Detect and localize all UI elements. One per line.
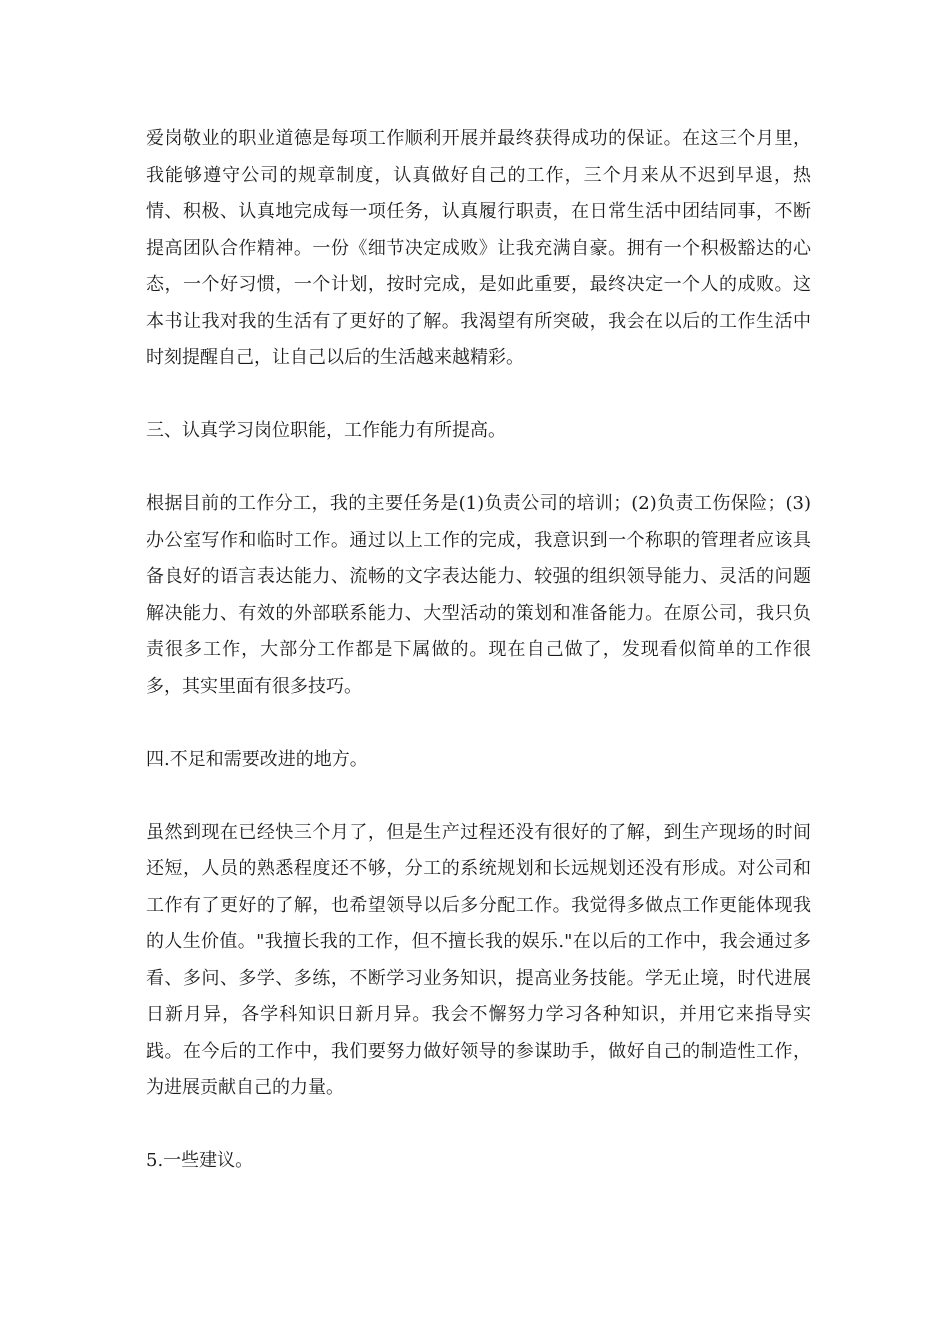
section-heading-three: 三、认真学习岗位职能，工作能力有所提高。 — [146, 420, 506, 441]
paragraph-shortcomings: 虽然到现在已经快三个月了，但是生产过程还没有很好的了解，到生产现场的时间还短，人员的熟悉程度还不够，分工的系统规划和长远规划还没有形成。对公司和工作有了更好的了解，也希望领导以后多分配工作。我觉得多做点工作更能体现我的人生价值。"我擅长我的工作，但不擅长我的娱乐."在以后的工作中，我会通过多看、多问、多学、多练，不断学习业务知识，提高业务技能。学无止境，时代进展日新月异，各学科知识日新月异。我会不懈努力学习各种知识，并用它来指导实践。在今后的工作中，我们要努力做好领导的参谋助手，做好自己的制造性工作，为进展贡献自己的力量。 — [146, 821, 811, 1098]
document-body — [146, 121, 811, 1216]
paragraph-job-duties: 根据目前的工作分工，我的主要任务是(1)负责公司的培训；(2)负责工伤保险；(3)办公室写作和临时工作。通过以上工作的完成，我意识到一个称职的管理者应该具备良好的语言表达能力、流畅的文字表达能力、较强的组织领导能力、灵活的问题解决能力、有效的外部联系能力、大型活动的策划和准备能力。在原公司，我只负责很多工作，大部分工作都是下属做的。现在自己做了，发现看似简单的工作很多，其实里面有很多技巧。 — [146, 493, 811, 697]
section-heading-five: 5.一些建议。 — [146, 1150, 254, 1171]
paragraph-work-ethic: 爱岗敬业的职业道德是每项工作顺利开展并最终获得成功的保证。在这三个月里，我能够遵守公司的规章制度，认真做好自己的工作，三个月来从不迟到早退，热情、积极、认真地完成每一项任务，认真履行职责，在日常生活中团结同事，不断提高团队合作精神。一份《细节决定成败》让我充满自豪。拥有一个积极豁达的心态，一个好习惯，一个计划，按时完成，是如此重要，最终决定一个人的成败。这本书让我对我的生活有了更好的了解。我渴望有所突破，我会在以后的工作生活中时刻提醒自己，让自己以后的生活越来越精彩。 — [146, 128, 811, 368]
section-heading-four: 四.不足和需要改进的地方。 — [146, 748, 368, 770]
